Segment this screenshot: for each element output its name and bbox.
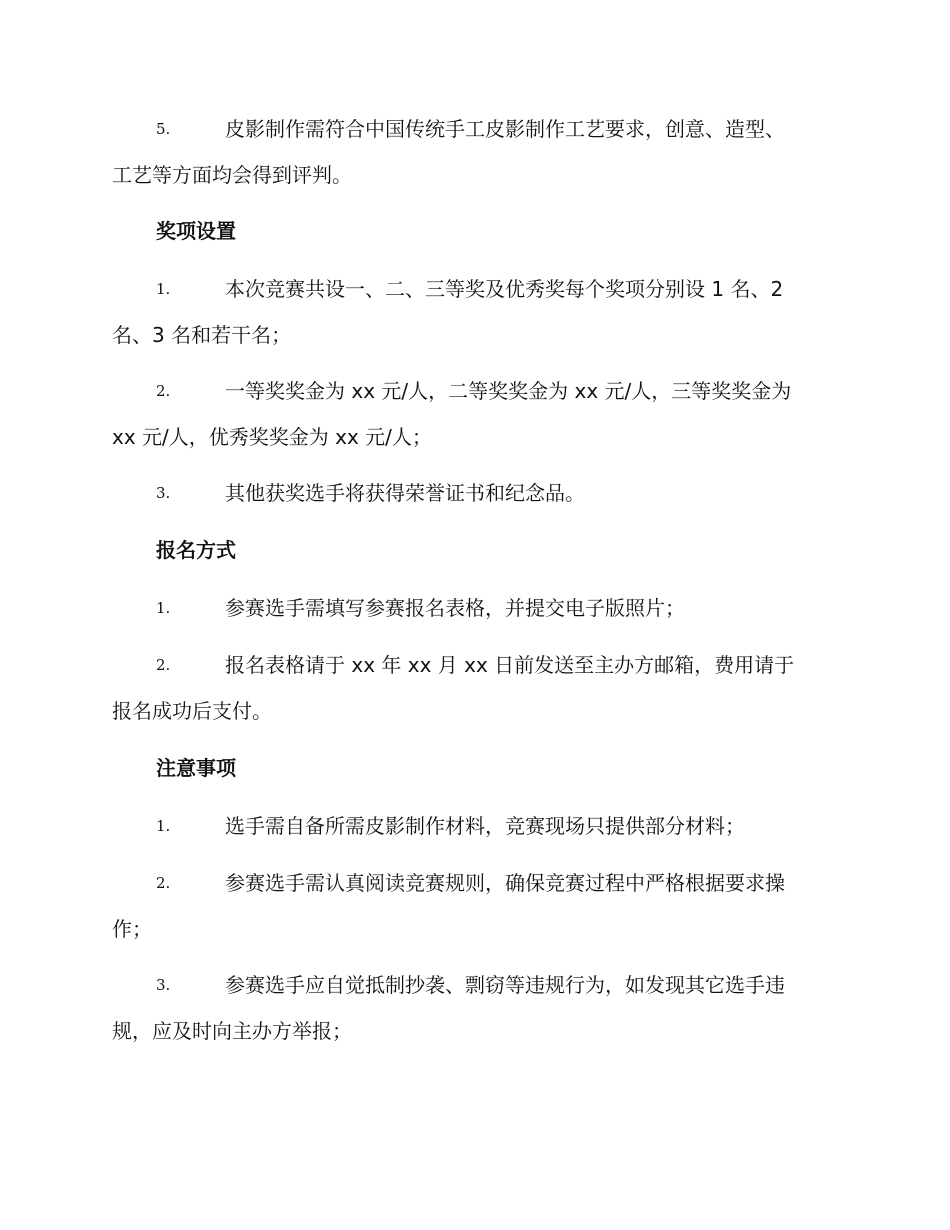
list-item bbox=[112, 642, 842, 734]
list-item bbox=[112, 266, 842, 358]
section-heading-registration: 报名方式 bbox=[156, 538, 236, 562]
item-number: 2. bbox=[156, 382, 171, 400]
item-text-line2: 作； bbox=[112, 917, 152, 941]
item-text-line2: 报名成功后支付。 bbox=[112, 699, 272, 723]
item-text-line1: 参赛选手需认真阅读竞赛规则，确保竞赛过程中严格根据要求操 bbox=[225, 871, 785, 895]
item-text-line2: 名、3 名和若干名； bbox=[112, 323, 292, 347]
item-text-line2: 工艺等方面均会得到评判。 bbox=[112, 163, 352, 187]
section-heading-notes: 注意事项 bbox=[156, 756, 236, 780]
item-number: 2. bbox=[156, 874, 171, 892]
item-text-line1: 一等奖奖金为 xx 元/人，二等奖奖金为 xx 元/人，三等奖奖金为 bbox=[225, 379, 792, 403]
item-number: 5. bbox=[156, 120, 171, 138]
list-item bbox=[112, 368, 842, 460]
item-text-line1: 本次竞赛共设一、二、三等奖及优秀奖每个奖项分别设 1 名、2 bbox=[225, 277, 784, 301]
item-text-line1: 参赛选手应自觉抵制抄袭、剽窃等违规行为，如发现其它选手违 bbox=[225, 973, 785, 997]
list-item bbox=[112, 585, 842, 631]
list-item bbox=[112, 106, 842, 198]
item-number: 1. bbox=[156, 599, 171, 617]
list-item bbox=[112, 962, 842, 1054]
item-number: 1. bbox=[156, 817, 171, 835]
item-number: 1. bbox=[156, 280, 171, 298]
item-text-line1: 报名表格请于 xx 年 xx 月 xx 日前发送至主办方邮箱，费用请于 bbox=[225, 653, 795, 677]
item-text-line1: 皮影制作需符合中国传统手工皮影制作工艺要求，创意、造型、 bbox=[225, 117, 785, 141]
item-text-line1: 参赛选手需填写参赛报名表格，并提交电子版照片； bbox=[225, 596, 685, 620]
item-text-line1: 选手需自备所需皮影制作材料，竞赛现场只提供部分材料； bbox=[225, 814, 745, 838]
item-number: 2. bbox=[156, 656, 171, 674]
item-number: 3. bbox=[156, 976, 171, 994]
list-item bbox=[112, 860, 842, 952]
list-item bbox=[112, 470, 842, 516]
list-item bbox=[112, 803, 842, 849]
item-number: 3. bbox=[156, 484, 171, 502]
item-text-line2: 规，应及时向主办方举报； bbox=[112, 1019, 352, 1043]
item-text-line2: xx 元/人，优秀奖奖金为 xx 元/人； bbox=[112, 425, 432, 449]
item-text-line1: 其他获奖选手将获得荣誉证书和纪念品。 bbox=[225, 481, 585, 505]
section-heading-awards: 奖项设置 bbox=[156, 219, 236, 243]
